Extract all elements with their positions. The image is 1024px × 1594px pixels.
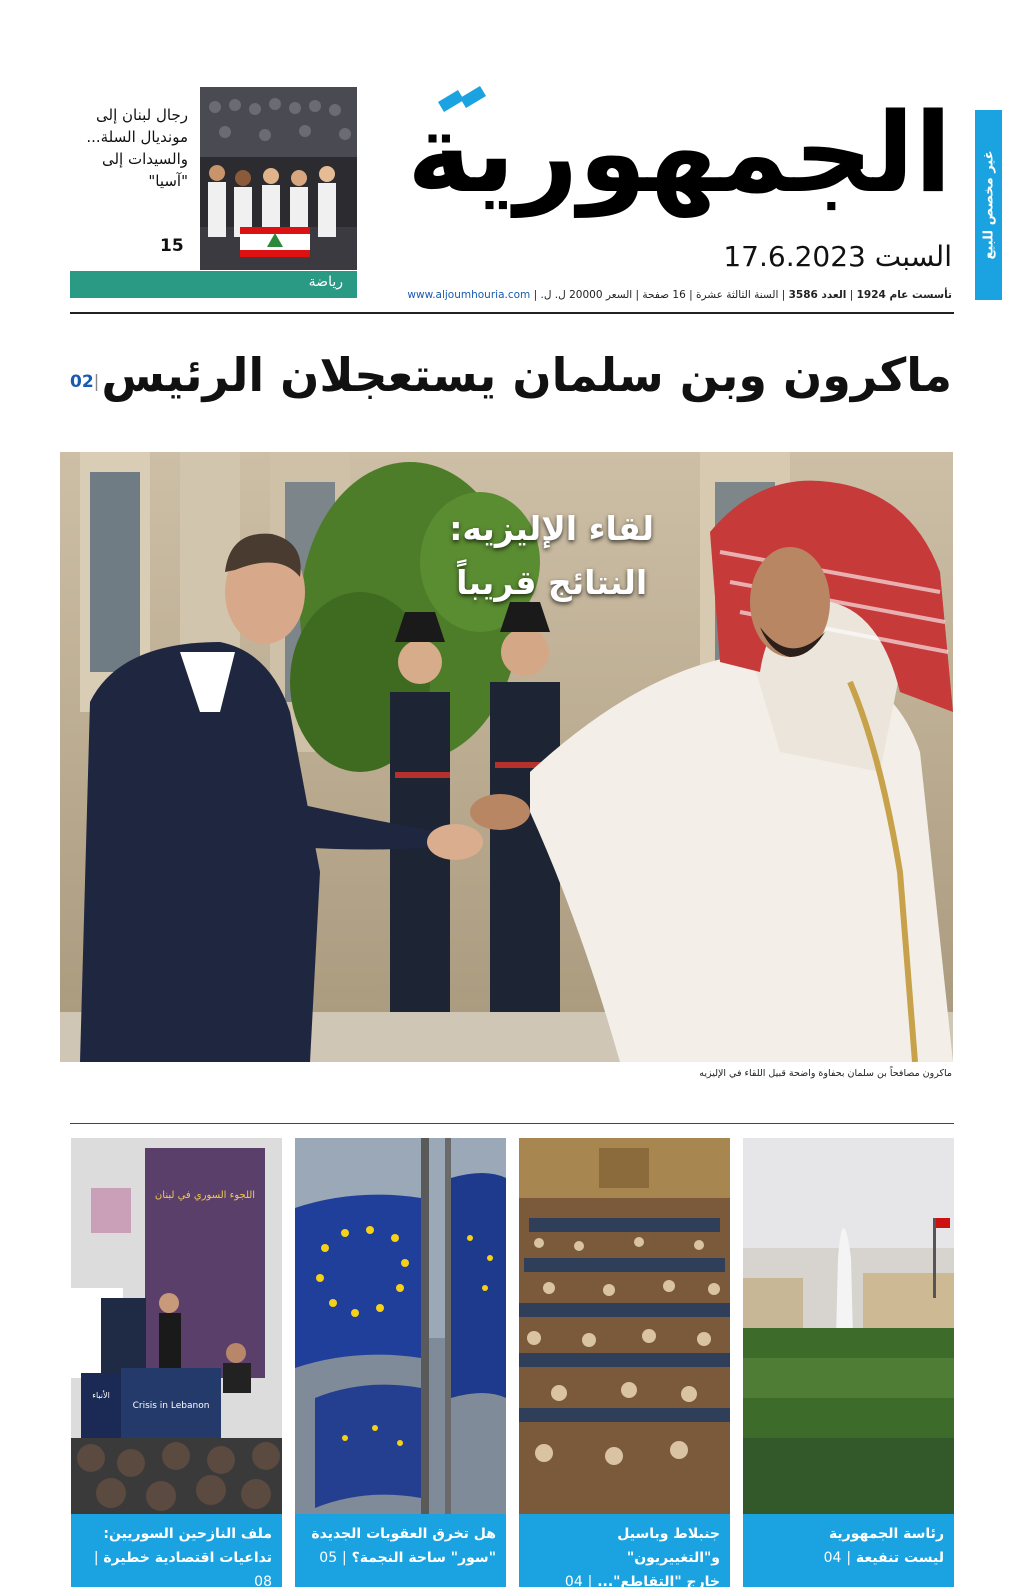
masthead-divider bbox=[70, 312, 954, 314]
lectern-text: الأنباء bbox=[92, 1391, 110, 1400]
overlay-line-2: النتائج قريباً bbox=[456, 563, 648, 602]
story-title-line-2: تداعيات اقتصادية خطيرة bbox=[103, 1550, 272, 1566]
story-page-number: 08 bbox=[254, 1574, 272, 1590]
story-title-line-1: هل تخرق العقوبات الجديدة bbox=[311, 1526, 496, 1542]
newspaper-logo[interactable]: الجمهورية bbox=[407, 89, 952, 217]
meta-price: السعر 20000 ل. ل. bbox=[540, 289, 633, 301]
event-banner-text: اللجوء السوري في لبنان bbox=[154, 1190, 256, 1201]
sports-teaser-photo[interactable] bbox=[200, 87, 357, 270]
story-photo-parliament[interactable] bbox=[519, 1138, 730, 1514]
story-title-line-2: خارج "التقاطع"... bbox=[597, 1574, 720, 1590]
story-title-line-2: ليست تنفيعة bbox=[855, 1550, 944, 1566]
story-photo-palace[interactable] bbox=[743, 1138, 954, 1514]
story-caption: ملف النازحين السوريين: تداعيات اقتصادية خطيرة | 08 bbox=[71, 1514, 282, 1587]
issue-meta-line: تأسست عام 1924 | العدد 3586 | السنة الثالثة عشرة | 16 صفحة | السعر 20000 ل. ل. | www.aljoumhouria.com bbox=[407, 289, 952, 301]
story-card-presidency[interactable] bbox=[743, 1138, 954, 1587]
story-title-line-1: ملف النازحين السوريين: bbox=[103, 1526, 272, 1542]
not-for-sale-label: غير مخصص للبيع bbox=[981, 150, 996, 260]
headline-page-number: 02 bbox=[70, 372, 94, 392]
not-for-sale-tab bbox=[975, 110, 1002, 300]
screen-text: Crisis in Lebanon bbox=[132, 1401, 210, 1411]
story-page-number: 04 bbox=[564, 1574, 583, 1590]
photo-caption: ماكرون مصافحاً بن سلمان بحفاوة واضحة قبيل اللقاء في الإليزيه bbox=[699, 1068, 952, 1079]
section-divider bbox=[70, 1123, 954, 1124]
story-caption: رئاسة الجمهورية ليست تنفيعة | 04 bbox=[743, 1514, 954, 1587]
story-caption: هل تخرق العقوبات الجديدة "سور" ساحة النجمة؟ | 05 bbox=[295, 1514, 506, 1587]
story-page-number: 04 bbox=[823, 1550, 842, 1566]
meta-year: السنة الثالثة عشرة bbox=[696, 289, 779, 301]
teaser-page-number: 15 bbox=[160, 236, 184, 256]
story-title-line-1: رئاسة الجمهورية bbox=[828, 1526, 944, 1542]
meta-issue: العدد 3586 bbox=[788, 289, 847, 301]
meta-pages: 16 صفحة bbox=[642, 289, 686, 301]
headline-page-ref: 02| bbox=[70, 372, 100, 392]
website-link[interactable]: www.aljoumhouria.com bbox=[407, 289, 531, 301]
story-card-syrian-refugees[interactable] bbox=[71, 1138, 282, 1590]
story-caption: جنبلاط وباسيل و"التغييريون" خارج "التقاطع"... | 04 bbox=[519, 1514, 730, 1587]
main-headline[interactable]: ماكرون وبن سلمان يستعجلان الرئيس bbox=[101, 348, 952, 402]
story-card-eu-sanctions[interactable] bbox=[295, 1138, 506, 1587]
story-title-line-2: "سور" ساحة النجمة؟ bbox=[351, 1550, 496, 1566]
story-card-parliament[interactable] bbox=[519, 1138, 730, 1590]
sports-section-bar[interactable] bbox=[70, 271, 357, 298]
story-photo-conference[interactable] bbox=[71, 1138, 282, 1514]
sports-section-label: رياضة bbox=[308, 274, 343, 290]
teaser-text[interactable]: رجال لبنان إلى مونديال السلة... والسيدات إلى "آسيا" bbox=[86, 106, 188, 190]
meta-founded: تأسست عام 1924 bbox=[856, 289, 952, 301]
overlay-line-1: لقاء الإليزيه: bbox=[449, 509, 654, 548]
issue-date: السبت 17.6.2023 bbox=[723, 240, 952, 273]
story-page-number: 05 bbox=[319, 1550, 338, 1566]
photo-overlay-headline[interactable] bbox=[449, 502, 654, 610]
story-title-line-1: جنبلاط وباسيل و"التغييريون" bbox=[617, 1526, 720, 1566]
story-photo-eu-flags[interactable] bbox=[295, 1138, 506, 1514]
